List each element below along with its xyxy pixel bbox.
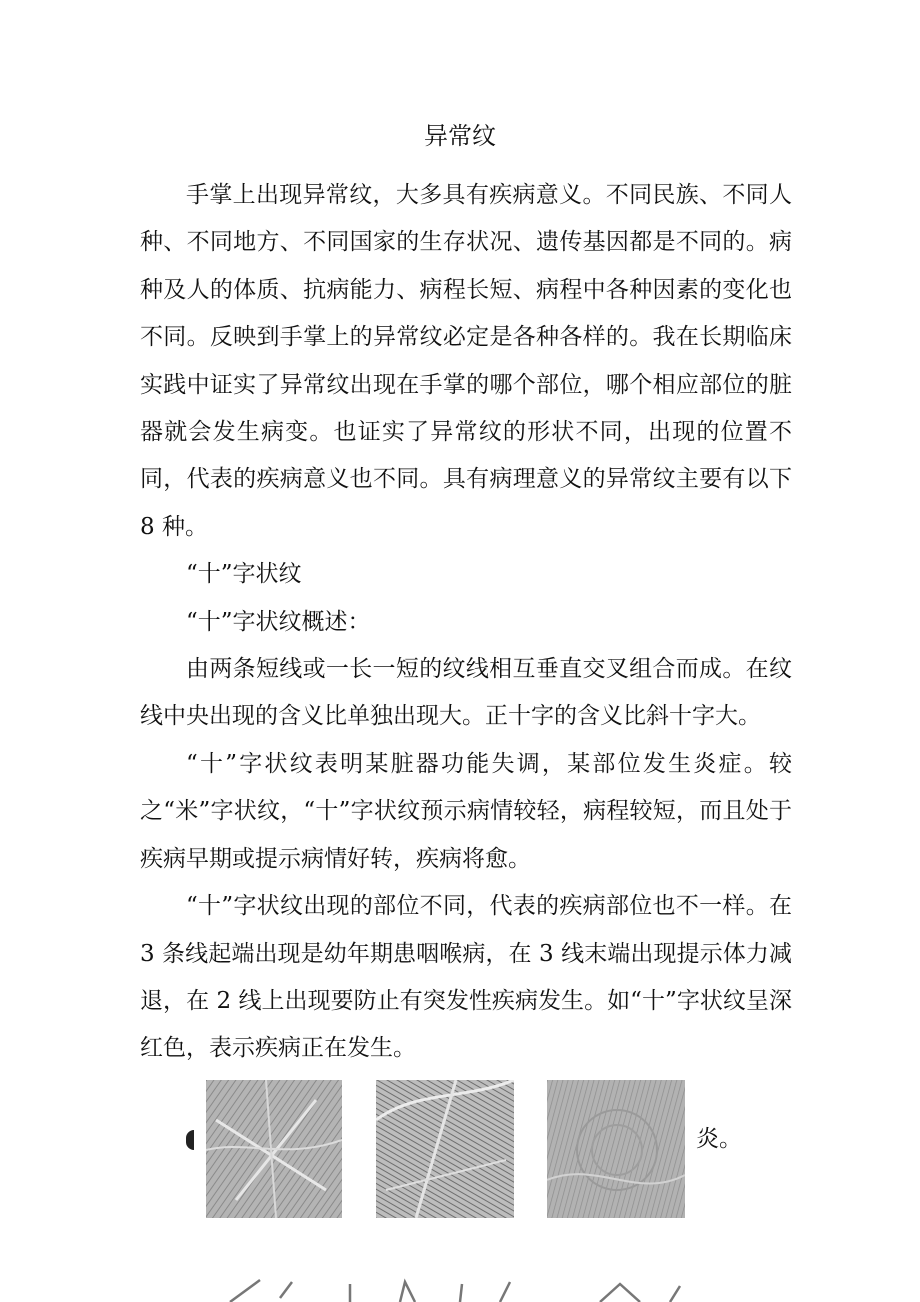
document-title: 异常纹 — [424, 122, 496, 150]
paragraph-intro: 手掌上出现异常纹，大多具有疾病意义。不同民族、不同人种、不同地方、不同国家的生存状况、遗传基因都是不同的。病种及人的体质、抗病能力、病程长短、病程中各种因素的变化也不同。反映到手掌上的异常纹必定是各种各样的。我在长期临床实践中证实了异常纹出现在手掌的哪个部位，哪个相应部位的脏器就会发生病变。也证实了异常纹的形状不同，出现的位置不同，代表的疾病意义也不同。具有病理意义的异常纹主要有以下 8 种。 — [140, 182, 792, 540]
paragraph-location: “十”字状纹出现的部位不同，代表的疾病部位也不一样。在 3 条线起端出现是幼年期患咽喉病，在 3 线末端出现提示体力减退，在 2 线上出现要防止有突发性疾病发生。如“十”字状纹呈深红色，表示疾病正在发生。 — [140, 893, 792, 1062]
subsection-heading: “十”字状纹概述： — [186, 608, 371, 635]
paragraph-definition: 由两条短线或一长一短的纹线相互垂直交叉组合而成。在纹线中央出现的含义比单独出现大。正十字的含义比斜十字大。 — [140, 656, 792, 730]
document-body — [140, 172, 792, 1073]
palm-figure — [0, 1080, 920, 1302]
figure-edge-mark — [186, 1130, 194, 1150]
palm-print-image — [376, 1080, 514, 1218]
section-heading: “十”字状纹 — [186, 561, 302, 588]
paragraph-meaning: “十”字状纹表明某脏器功能失调，某部位发生炎症。较之“米”字状纹，“十”字状纹预示病情较轻，病程较短，而且处于疾病早期或提示病情好转，疾病将愈。 — [140, 750, 792, 872]
cropped-handwriting-strip — [200, 1262, 720, 1302]
palm-print-image — [547, 1080, 685, 1218]
figure-trailing-text: 炎。 — [696, 1126, 742, 1152]
palm-print-image — [206, 1080, 342, 1218]
